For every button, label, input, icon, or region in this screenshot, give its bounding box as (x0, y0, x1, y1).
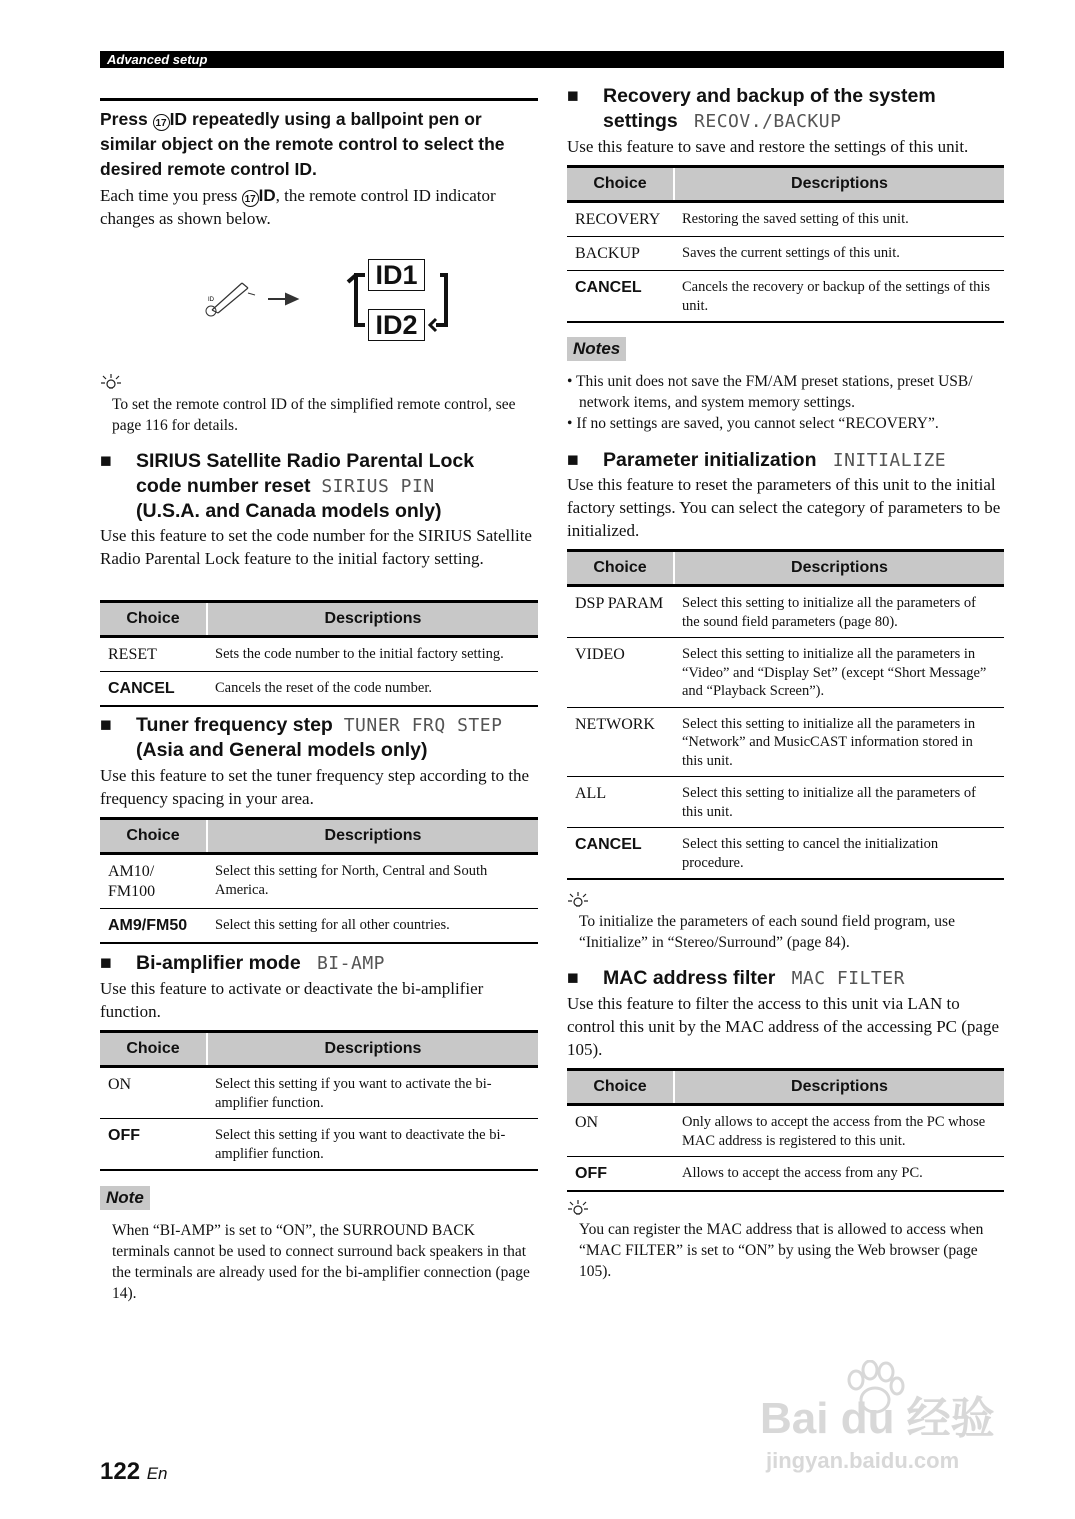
display-text: SIRIUS PIN (321, 476, 435, 497)
table-row: AM10/ FM100 Select this setting for North, Central and South America. (100, 854, 538, 909)
table-row: OFF Allows to accept the access from any PC. (567, 1157, 1004, 1192)
tip-text: To set the remote control ID of the simplified remote control, see page 116 for details. (112, 396, 516, 434)
table-row: RESET Sets the code number to the initial factory setting. (100, 637, 538, 672)
display-text: TUNER FRQ STEP (343, 715, 503, 736)
table-row: NETWORK Select this setting to initialize all the parameters in “Network” and MusicCAST information stored in this unit. (567, 707, 1004, 777)
display-text: INITIALIZE (832, 450, 947, 471)
table-row: ON Only allows to accept the access from the PC whose MAC address is registered to this unit. (567, 1105, 1004, 1157)
sirius-table: Choice Descriptions RESET Sets the code number to the initial factory setting. CANCEL Cancels the reset of the code number. (100, 600, 538, 707)
hint-icon (567, 1200, 589, 1216)
notes-label: Notes (567, 337, 626, 361)
id-cycle-diagram (200, 255, 460, 345)
svg-text:ID: ID (208, 297, 214, 303)
note-label: Note (100, 1186, 150, 1210)
biamp-heading: ■ Bi-amplifier mode BI-AMP (100, 952, 385, 974)
table-row: VIDEO Select this setting to initialize all the parameters in “Video” and “Display Set” (except “Short Message” and “Playback Screen”). (567, 638, 1004, 708)
list-item: • If no settings are saved, you cannot select “RECOVERY”. (567, 415, 939, 432)
hint-icon (100, 374, 122, 390)
key-17-icon: 17 (153, 114, 170, 131)
biamp-table: Choice Descriptions ON Select this setting if you want to activate the bi-amplifier function. OFF Select this setting if you want to deactivate the bi-amplifier function. (100, 1030, 538, 1171)
watermark-brand: Bai du 经验 (760, 1394, 995, 1443)
table-row: CANCEL Select this setting to cancel the initialization procedure. (567, 828, 1004, 880)
display-text: MAC FILTER (791, 968, 905, 989)
intro-body: Each time you press 17 ID, the remote control ID indicator changes as shown below. (100, 186, 496, 228)
tuner-heading: ■ Tuner frequency step TUNER FRQ STEP (Asia and General models only) (100, 714, 503, 761)
intro-heading: Press 17 ID repeatedly using a ballpoint pen or similar object on the remote control to select the desired remote control ID. (100, 109, 505, 179)
table-row: CANCEL Cancels the recovery or backup of the settings of this unit. (567, 271, 1004, 323)
table-row: CANCEL Cancels the reset of the code number. (100, 672, 538, 707)
table-row: AM9/FM50 Select this setting for all other countries. (100, 909, 538, 944)
display-text: RECOV./BACKUP (694, 111, 842, 132)
table-row: ALL Select this setting to initialize all the parameters of this unit. (567, 777, 1004, 828)
section-header-bar (100, 51, 1004, 68)
param-heading: ■ Parameter initialization INITIALIZE (567, 449, 947, 471)
tip-text: To initialize the parameters of each sound field program, use “Initialize” in “Stereo/Surround” (page 84). (579, 913, 955, 951)
hint-icon (567, 892, 589, 908)
tuner-table: Choice Descriptions AM10/ FM100 Select this setting for North, Central and South America. AM9/FM50 Select this setting for all other countries. (100, 817, 538, 944)
notes-list (567, 371, 1007, 434)
id1-indicator: ID1 (368, 259, 425, 291)
table-row: OFF Select this setting if you want to deactivate the bi-amplifier function. (100, 1119, 538, 1171)
intro-rule (100, 98, 538, 101)
baidu-watermark (760, 1360, 1020, 1480)
display-text: BI-AMP (316, 953, 385, 974)
table-row: DSP PARAM Select this setting to initialize all the parameters of the sound field parameters (page 80). (567, 586, 1004, 638)
tip-text: You can register the MAC address that is allowed to access when “MAC FILTER” is set to “ON” by using the Web browser (page 105). (579, 1221, 984, 1280)
sirius-heading: ■ SIRIUS Satellite Radio Parental Lock code number reset SIRIUS PIN (U.S.A. and Canada models only) (100, 450, 475, 522)
watermark-url: jingyan.baidu.com (766, 1448, 960, 1473)
table-row: ON Select this setting if you want to activate the bi-amplifier function. (100, 1067, 538, 1119)
page-number: 122 En (100, 1458, 168, 1485)
recovery-table: Choice Descriptions RECOVERY Restoring the saved setting of this unit. BACKUP Saves the current settings of this unit. CANCEL Cancels the recovery or backup of the settings of this unit. (567, 165, 1004, 323)
section-header-label: Advanced setup (107, 52, 208, 67)
id2-indicator: ID2 (368, 309, 425, 341)
mac-heading: ■ MAC address filter MAC FILTER (567, 967, 905, 989)
recovery-body: Use this feature to save and restore the settings of this unit. (567, 137, 969, 156)
table-row: BACKUP Saves the current settings of this unit. (567, 237, 1004, 271)
mac-table: Choice Descriptions ON Only allows to accept the access from the PC whose MAC address is registered to this unit. OFF Allows to accept the access from any PC. (567, 1068, 1004, 1192)
tuner-body: Use this feature to set the tuner frequency step according to the frequency spacing in your area. (100, 766, 530, 808)
param-body: Use this feature to reset the parameters of this unit to the initial factory settings. You can select the category of parameters to be initialized. (567, 475, 1001, 540)
list-item: • This unit does not save the FM/AM preset stations, preset USB/ network items, and system memory settings. (567, 373, 973, 411)
param-table: Choice Descriptions DSP PARAM Select this setting to initialize all the parameters of the sound field parameters (page 80). VIDEO Select this setting to initialize all the parameters in “Video” and “Display Set” (except “Short Message” and “Playback Screen”). NETWORK Select this setting to initialize all the parameters in “Network” and MusicCAST information stored in this unit. ALL Select this setting to initialize all the parameters of this unit. CANCEL Select this setting to cancel the initialization procedure. (567, 549, 1004, 880)
key-17-icon: 17 (242, 190, 259, 207)
sirius-body: Use this feature to set the code number for the SIRIUS Satellite Radio Parental Lock feature to the initial factory setting. (100, 526, 532, 568)
mac-body: Use this feature to filter the access to this unit via LAN to control this unit by the MAC address of the accessing PC (page 105). (567, 994, 1000, 1059)
table-row: RECOVERY Restoring the saved setting of this unit. (567, 202, 1004, 237)
biamp-body: Use this feature to activate or deactivate the bi-amplifier function. (100, 979, 484, 1021)
note-text: When “BI-AMP” is set to “ON”, the SURROUND BACK terminals cannot be used to connect surround back speakers in that the terminals are already used for the bi-amplifier connection (page 14). (112, 1222, 530, 1302)
recovery-heading: ■ Recovery and backup of the system settings RECOV./BACKUP (567, 85, 936, 132)
